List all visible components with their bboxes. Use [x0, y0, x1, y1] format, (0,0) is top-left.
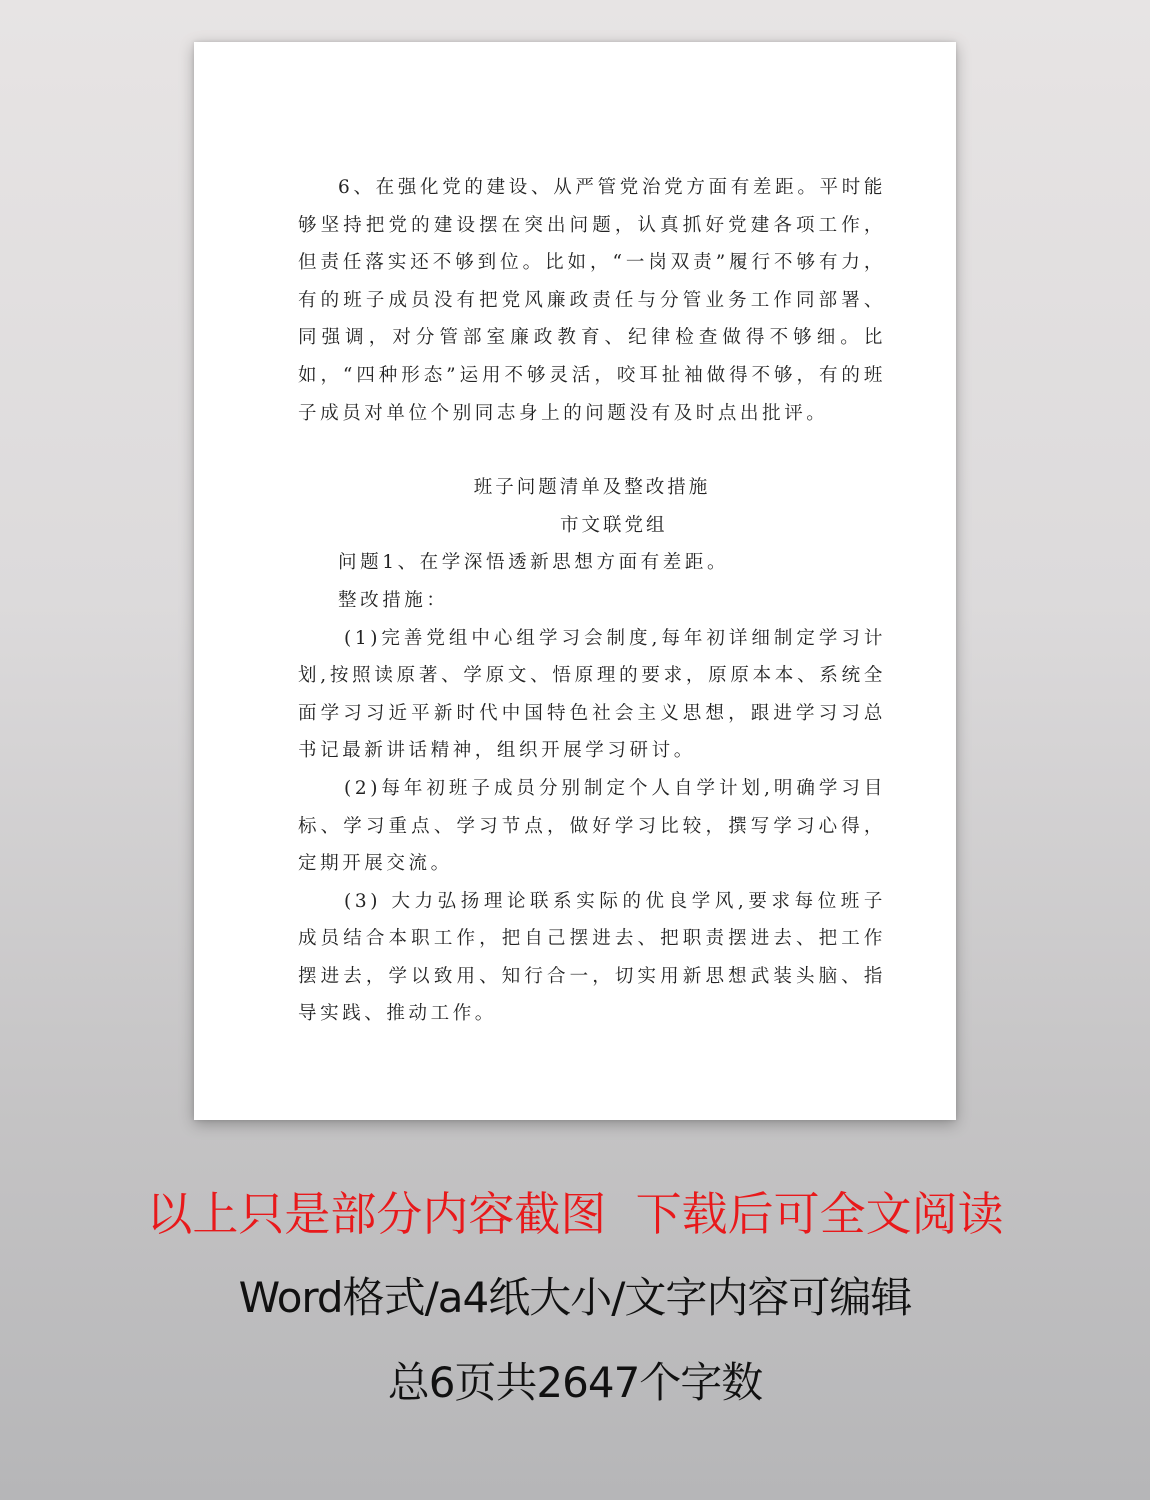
section-subtitle: 市文联党组 — [560, 514, 668, 536]
paragraph-6: 6、在强化党的建设、从严管党治党方面有差距。平时能够坚持把党的建设摆在突出问题，认真抓好党建各项工作，但责任落实还不够到位。比如，“一岗双责”履行不够有力，有的班子成员没有把党风廉政责任与分管业务工作同部署、同强调，对分管部室廉政教育、纪律检查做得不够细。比如，“四种形态”运用不够灵活，咬耳扯袖做得不够，有的班子成员对单位个别同志身上的问题没有及时点出批评。 — [298, 177, 886, 424]
problem-1: 问题1、在学深悟透新思想方面有差距。 — [338, 552, 730, 574]
document-body — [298, 169, 886, 1033]
measures-label: 整改措施： — [338, 589, 449, 611]
measure-1: (1)完善党组中心组学习会制度,每年初详细制定学习计划,按照读原著、学原文、悟原理的要求，原原本本、系统全面学习习近平新时代中国特色社会主义思想，跟进学习习总书记最新讲话精神，组织开展学习研讨。 — [298, 627, 886, 762]
measure-2: (2)每年初班子成员分别制定个人自学计划,明确学习目标、学习重点、学习节点，做好学习比较，撰写学习心得，定期开展交流。 — [298, 777, 886, 875]
spacer — [298, 432, 886, 469]
document-stats: 总6页共2647个字数 — [387, 1358, 763, 1407]
section-title: 班子问题清单及整改措施 — [473, 477, 711, 499]
partial-preview-notice: 以上只是部分内容截图 下载后可全文阅读 — [146, 1187, 1004, 1241]
measure-3: (3) 大力弘扬理论联系实际的优良学风,要求每位班子成员结合本职工作，把自己摆进去、把职责摆进去、把工作摆进去，学以致用、知行合一，切实用新思想武装头脑、指导实践、推动工作。 — [298, 890, 886, 1025]
document-page-preview — [194, 42, 956, 1120]
format-info: Word格式/a4纸大小/文字内容可编辑 — [238, 1273, 912, 1322]
